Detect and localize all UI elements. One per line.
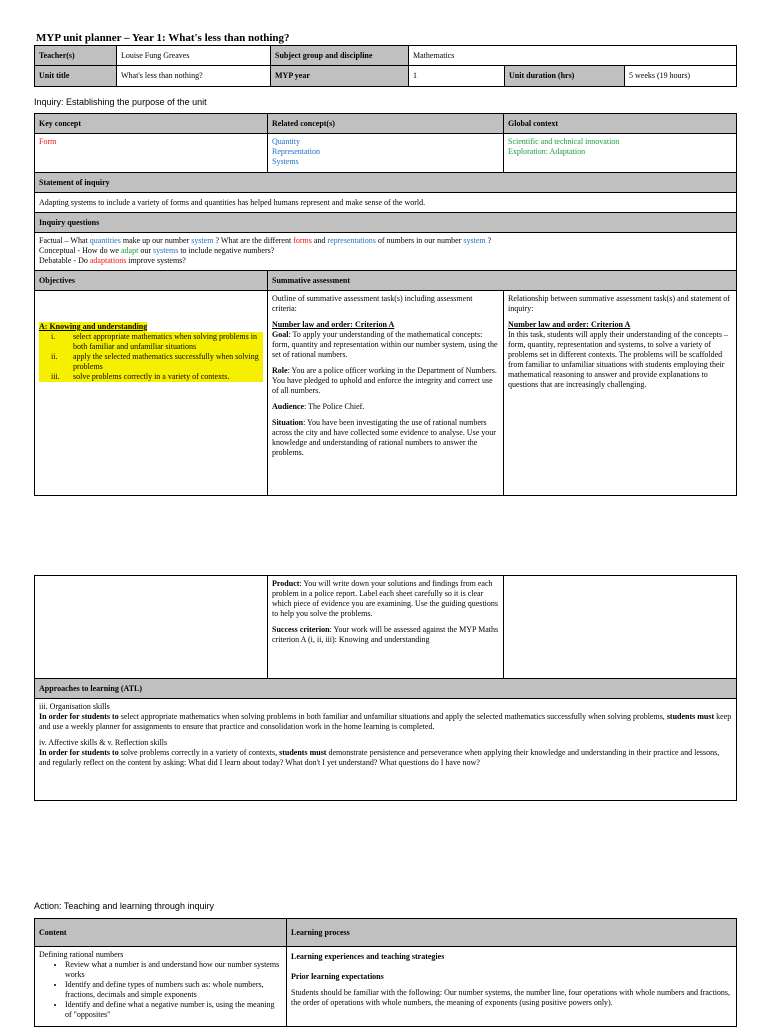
duration-value: 5 weeks (19 hours): [625, 66, 737, 87]
page-title: MYP unit planner – Year 1: What's less than nothing?: [36, 32, 290, 44]
summative-continued-cell: [268, 576, 504, 679]
myp-year-value: 1: [409, 66, 505, 87]
content-header: Content: [35, 919, 287, 947]
content-intro: Defining rational numbers: [39, 950, 124, 959]
global-context-header: Global context: [504, 114, 737, 134]
objectives-continued-cell: [35, 576, 268, 679]
myp-year-label: MYP year: [271, 66, 409, 87]
teacher-value: Louise Fung Greaves: [117, 46, 271, 66]
conceptual-question: Conceptual - How do we adapt our systems to include negative numbers?: [39, 246, 275, 255]
task-product: Product: You will write down your solutions and findings from each problem in a police report. Label each sheet carefully so it is clear which piece of evidence you are examining. Use the guiding questions to help you solve the problems.: [272, 579, 498, 618]
learning-process-cell: [287, 947, 737, 1027]
unit-title-value: What's less than nothing?: [117, 66, 271, 87]
prior-learning-text: Students should be familiar with the following: Our number systems, the number line, four operations with whole numbers and fractions, the order of operations with whole numbers, the meaning of exponents (using positive powers only).: [291, 988, 731, 1007]
unit-title-label: Unit title: [35, 66, 117, 87]
inquiry-table: [34, 113, 737, 496]
relationship-intro: Relationship between summative assessment task(s) and statement of inquiry:: [508, 294, 730, 313]
inquiry-questions-header: Inquiry questions: [35, 213, 737, 233]
objectives-cell: [35, 291, 268, 496]
global-context-item: Exploration: Adaptation: [508, 147, 586, 156]
atl-affective-text: In order for students to solve problems correctly in a variety of contexts, students must demonstrate persistence and perseverance when applying their knowledge and understanding in their practice and lessons, and regularly reflect on the content by asking: What did I learn about today? What don't I yet understand? What questions do I have now?: [39, 748, 720, 767]
atl-header: Approaches to learning (ATL): [35, 679, 737, 699]
atl-organisation-text: In order for students to select appropriate mathematics when solving problems in both familiar and unfamiliar situations and apply the selected mathematics successfully when solving problems, students must keep and use a weekly planner for assignments to ensure that practice and consolidation work in the home learning is completed.: [39, 712, 732, 731]
task-goal: Goal: To apply your understanding of the mathematical concepts: form, quantity and representation within our number system, using the set of rational numbers.: [272, 330, 498, 359]
continuation-table: [34, 575, 737, 801]
related-concept-item: Representation: [272, 147, 320, 156]
related-concepts-list: [268, 134, 504, 173]
task-role: Role: You are a police officer working in the Department of Numbers. You have pledged to uphold and enforce the integrity and correct use of all numbers.: [272, 366, 497, 395]
atl-affective-heading: iv. Affective skills & v. Reflection skills: [39, 738, 168, 747]
task-situation: Situation: You have been investigating the use of rational numbers across the city and have collected some evidence to analyse. Use your knowledge and understanding of rational numbers to answer the problems.: [272, 418, 496, 457]
relationship-text: In this task, students will apply their understanding of the concepts – form, quantity, representation and systems, to solve a variety of problems set in different contexts. The problems will be scaffolded from familiar to unfamiliar situations with students employing their mathematical reasoning to answer and provide explanations to questions that are increasingly challenging.: [508, 330, 728, 389]
related-concept-item: Systems: [272, 157, 299, 166]
content-cell: [35, 947, 287, 1027]
factual-question: Factual – What quantities make up our number system ? What are the different forms and representations of numbers in our number system ?: [39, 236, 492, 245]
objectives-list: [39, 332, 263, 382]
duration-label: Unit duration (hrs): [505, 66, 625, 87]
content-item: • Identify and define types of numbers such as: whole numbers, fractions, decimals and simple exponents: [65, 980, 282, 1000]
prior-learning-heading: Prior learning expectations: [291, 972, 384, 981]
subject-value: Mathematics: [409, 46, 737, 66]
inquiry-questions: [35, 233, 737, 271]
objective-item: i. select appropriate mathematics when solving problems in both familiar and unfamiliar situations: [39, 332, 263, 352]
task-title: Number law and order: Criterion A: [272, 320, 395, 329]
relationship-cell: [504, 291, 737, 496]
atl-organisation-heading: iii. Organisation skills: [39, 702, 110, 711]
statement-header: Statement of inquiry: [35, 173, 737, 193]
teacher-label: Teacher(s): [35, 46, 117, 66]
global-context-item: Scientific and technical innovation: [508, 137, 620, 146]
content-item: • Identify and define what a negative number is, using the meaning of "opposites": [65, 1000, 282, 1020]
summative-header: Summative assessment: [268, 271, 737, 291]
header-table: [34, 45, 737, 87]
learning-process-header: Learning process: [287, 919, 737, 947]
key-concept-header: Key concept: [35, 114, 268, 134]
atl-cell: [35, 699, 737, 801]
relationship-title: Number law and order: Criterion A: [508, 320, 631, 329]
task-audience: Audience: The Police Chief.: [272, 402, 365, 411]
task-outline: Outline of summative assessment task(s) including assessment criteria:: [272, 294, 473, 313]
objective-item: ii. apply the selected mathematics successfully when solving problems: [39, 352, 263, 372]
action-table: [34, 918, 737, 1027]
key-concept-value: Form: [39, 137, 57, 146]
global-context-list: [504, 134, 737, 173]
experiences-heading: Learning experiences and teaching strategies: [291, 952, 445, 961]
debatable-question: Debatable - Do adaptations improve systems?: [39, 256, 186, 265]
task-success: Success criterion: Your work will be assessed against the MYP Maths criterion A (i, ii, iii): Knowing and understanding: [272, 625, 499, 644]
relationship-continued-cell: [504, 576, 737, 679]
content-list: [39, 960, 282, 1020]
action-heading: Action: Teaching and learning through inquiry: [34, 901, 214, 911]
content-item: • Review what a number is and understand how our number systems works: [65, 960, 282, 980]
objective-item: iii. solve problems correctly in a variety of contexts.: [39, 372, 263, 382]
related-concept-item: Quantity: [272, 137, 300, 146]
objective-heading: A: Knowing and understanding: [39, 322, 148, 331]
related-concepts-header: Related concept(s): [268, 114, 504, 134]
objectives-header: Objectives: [35, 271, 268, 291]
inquiry-heading: Inquiry: Establishing the purpose of the unit: [34, 97, 207, 107]
subject-label: Subject group and discipline: [271, 46, 409, 66]
statement-text: Adapting systems to include a variety of forms and quantities has helped humans represent and make sense of the world.: [35, 193, 737, 213]
summative-task-cell: [268, 291, 504, 496]
